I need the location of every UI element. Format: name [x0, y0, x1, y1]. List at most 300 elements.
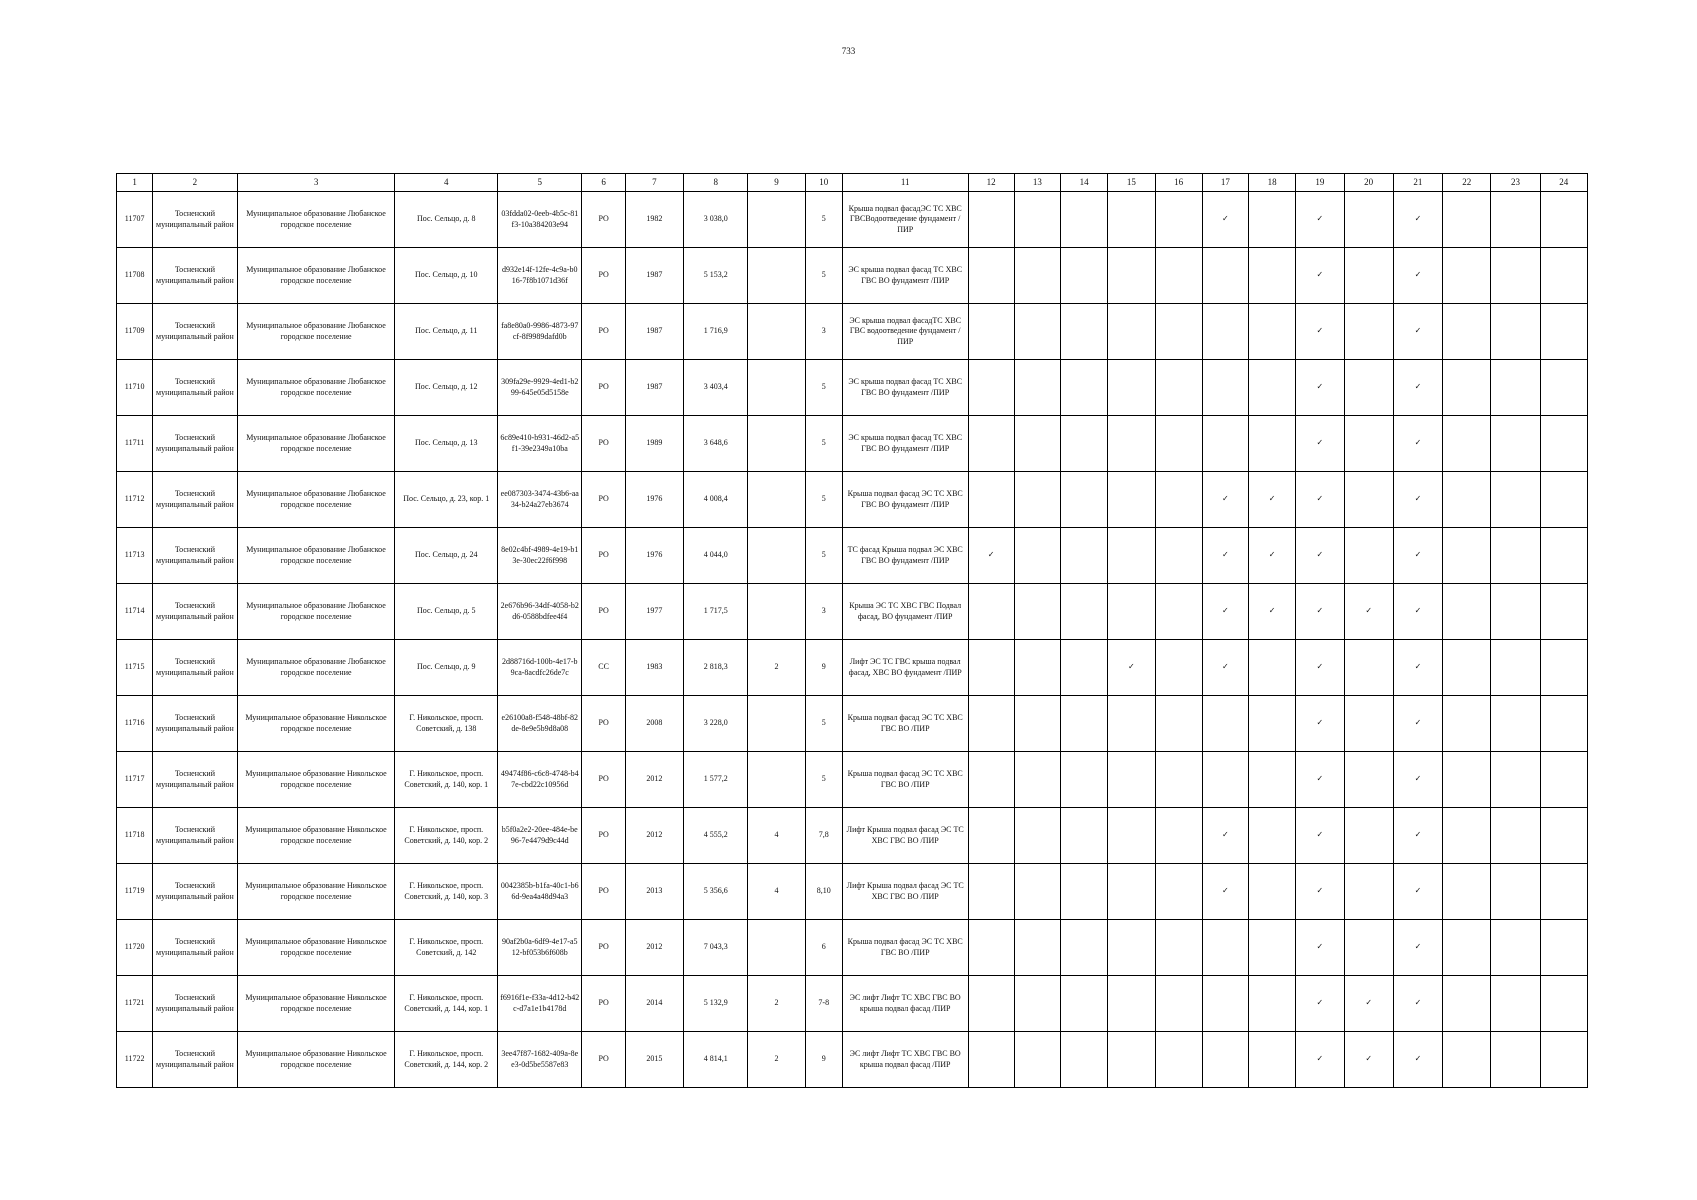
column-header-7: 7: [625, 174, 683, 192]
check-cell-23: [1491, 752, 1540, 808]
elevator-count-cell: 4: [748, 808, 805, 864]
address-cell: Г. Никольское, просп. Советский, д. 140, кор. 2: [395, 808, 498, 864]
check-cell-24: [1540, 920, 1587, 976]
column-header-8: 8: [684, 174, 748, 192]
check-cell-20: [1344, 808, 1393, 864]
district-cell: Тосненский муниципальный район: [153, 192, 237, 248]
column-header-13: 13: [1014, 174, 1060, 192]
check-cell-16: [1155, 696, 1202, 752]
check-cell-12: [968, 304, 1014, 360]
check-cell-14: [1061, 304, 1108, 360]
check-cell-22: [1443, 976, 1491, 1032]
municipality-cell: Муниципальное образование Никольское городское поселение: [237, 864, 395, 920]
row-number-cell: 11714: [117, 584, 153, 640]
municipality-cell: Муниципальное образование Никольское городское поселение: [237, 808, 395, 864]
row-number-cell: 11722: [117, 1032, 153, 1088]
check-cell-18: ✓: [1249, 472, 1296, 528]
check-cell-18: [1249, 640, 1296, 696]
management-type-cell: РО: [582, 416, 625, 472]
check-cell-15: [1108, 304, 1155, 360]
total-area-cell: 4 814,1: [684, 1032, 748, 1088]
check-cell-22: [1443, 304, 1491, 360]
floors-cell: 3: [805, 304, 842, 360]
check-cell-22: [1443, 528, 1491, 584]
check-cell-21: ✓: [1393, 248, 1442, 304]
check-cell-20: [1344, 920, 1393, 976]
check-cell-21: ✓: [1393, 1032, 1442, 1088]
check-cell-22: [1443, 808, 1491, 864]
total-area-cell: 3 038,0: [684, 192, 748, 248]
check-cell-23: [1491, 248, 1540, 304]
check-cell-14: [1061, 248, 1108, 304]
check-cell-12: [968, 248, 1014, 304]
check-cell-13: [1014, 584, 1060, 640]
check-cell-20: [1344, 304, 1393, 360]
column-header-19: 19: [1296, 174, 1344, 192]
check-cell-21: ✓: [1393, 192, 1442, 248]
district-cell: Тосненский муниципальный район: [153, 808, 237, 864]
check-cell-12: [968, 192, 1014, 248]
row-number-cell: 11720: [117, 920, 153, 976]
check-cell-15: [1108, 584, 1155, 640]
check-cell-24: [1540, 696, 1587, 752]
check-cell-12: [968, 920, 1014, 976]
total-area-cell: 3 648,6: [684, 416, 748, 472]
column-header-15: 15: [1108, 174, 1155, 192]
table-row: [117, 920, 1588, 976]
check-cell-13: [1014, 360, 1060, 416]
build-year-cell: 2012: [625, 808, 683, 864]
house-guid-cell: e26100a8-f548-48bf-82de-8e9e5b9d8a08: [498, 696, 582, 752]
check-cell-21: ✓: [1393, 696, 1442, 752]
check-cell-22: [1443, 920, 1491, 976]
check-cell-15: [1108, 752, 1155, 808]
table-row: [117, 640, 1588, 696]
check-cell-23: [1491, 864, 1540, 920]
house-guid-cell: 49474f86-c6c8-4748-b47e-cbd22c10956d: [498, 752, 582, 808]
floors-cell: 7-8: [805, 976, 842, 1032]
check-cell-14: [1061, 416, 1108, 472]
floors-cell: 5: [805, 360, 842, 416]
house-guid-cell: fa8e80a0-9986-4873-97cf-8f9989dafd0b: [498, 304, 582, 360]
check-cell-13: [1014, 1032, 1060, 1088]
floors-cell: 5: [805, 416, 842, 472]
column-header-14: 14: [1061, 174, 1108, 192]
check-cell-14: [1061, 360, 1108, 416]
check-cell-22: [1443, 416, 1491, 472]
check-cell-19: ✓: [1296, 864, 1344, 920]
check-cell-18: ✓: [1249, 528, 1296, 584]
check-cell-19: ✓: [1296, 752, 1344, 808]
check-cell-15: [1108, 528, 1155, 584]
check-cell-22: [1443, 1032, 1491, 1088]
address-cell: Пос. Сельцо, д. 24: [395, 528, 498, 584]
municipality-cell: Муниципальное образование Любанское городское поселение: [237, 472, 395, 528]
check-cell-23: [1491, 976, 1540, 1032]
build-year-cell: 2008: [625, 696, 683, 752]
district-cell: Тосненский муниципальный район: [153, 696, 237, 752]
check-cell-16: [1155, 752, 1202, 808]
check-cell-12: [968, 696, 1014, 752]
table-row: [117, 1032, 1588, 1088]
table-row: [117, 528, 1588, 584]
column-header-18: 18: [1249, 174, 1296, 192]
table-row: [117, 808, 1588, 864]
house-guid-cell: ee087303-3474-43b6-aa34-b24a27eb3674: [498, 472, 582, 528]
address-cell: Пос. Сельцо, д. 8: [395, 192, 498, 248]
check-cell-19: ✓: [1296, 920, 1344, 976]
municipality-cell: Муниципальное образование Любанское городское поселение: [237, 640, 395, 696]
district-cell: Тосненский муниципальный район: [153, 1032, 237, 1088]
elevator-count-cell: [748, 248, 805, 304]
check-cell-12: [968, 1032, 1014, 1088]
works-list-cell: Крыша подвал фасадЭС ТС ХВС ГВСВодоотведение фундамент /ПИР: [842, 192, 968, 248]
address-cell: Г. Никольское, просп. Советский, д. 140, кор. 3: [395, 864, 498, 920]
check-cell-24: [1540, 248, 1587, 304]
check-cell-18: [1249, 416, 1296, 472]
total-area-cell: 5 356,6: [684, 864, 748, 920]
check-cell-13: [1014, 752, 1060, 808]
check-cell-24: [1540, 304, 1587, 360]
district-cell: Тосненский муниципальный район: [153, 304, 237, 360]
floors-cell: 5: [805, 192, 842, 248]
check-cell-18: [1249, 360, 1296, 416]
build-year-cell: 1987: [625, 248, 683, 304]
check-cell-17: ✓: [1202, 192, 1248, 248]
check-cell-20: [1344, 752, 1393, 808]
district-cell: Тосненский муниципальный район: [153, 640, 237, 696]
district-cell: Тосненский муниципальный район: [153, 528, 237, 584]
column-header-22: 22: [1443, 174, 1491, 192]
elevator-count-cell: 2: [748, 976, 805, 1032]
works-list-cell: ЭС лифт Лифт ТС ХВС ГВС ВО крыша подвал фасад /ПИР: [842, 1032, 968, 1088]
table-row: [117, 416, 1588, 472]
check-cell-12: [968, 976, 1014, 1032]
build-year-cell: 1989: [625, 416, 683, 472]
check-cell-18: [1249, 696, 1296, 752]
elevator-count-cell: 2: [748, 640, 805, 696]
check-cell-16: [1155, 472, 1202, 528]
check-cell-12: [968, 808, 1014, 864]
check-cell-12: [968, 472, 1014, 528]
house-guid-cell: 90af2b0a-6df9-4e17-a512-bf053b6f608b: [498, 920, 582, 976]
total-area-cell: 4 008,4: [684, 472, 748, 528]
table-row: [117, 584, 1588, 640]
row-number-cell: 11719: [117, 864, 153, 920]
management-type-cell: РО: [582, 864, 625, 920]
check-cell-15: [1108, 416, 1155, 472]
management-type-cell: РО: [582, 752, 625, 808]
house-guid-cell: 8e02c4bf-4989-4e19-b13e-30ec22f6f998: [498, 528, 582, 584]
check-cell-20: ✓: [1344, 584, 1393, 640]
check-cell-20: [1344, 360, 1393, 416]
elevator-count-cell: [748, 192, 805, 248]
check-cell-16: [1155, 304, 1202, 360]
check-cell-14: [1061, 472, 1108, 528]
house-guid-cell: 6c89e410-b931-46d2-a5f1-39e2349a10ba: [498, 416, 582, 472]
check-cell-16: [1155, 248, 1202, 304]
check-cell-19: ✓: [1296, 1032, 1344, 1088]
elevator-count-cell: [748, 416, 805, 472]
column-header-11: 11: [842, 174, 968, 192]
floors-cell: 8,10: [805, 864, 842, 920]
check-cell-12: [968, 416, 1014, 472]
elevator-count-cell: [748, 696, 805, 752]
municipality-cell: Муниципальное образование Любанское городское поселение: [237, 416, 395, 472]
management-type-cell: РО: [582, 360, 625, 416]
check-cell-23: [1491, 304, 1540, 360]
check-cell-24: [1540, 752, 1587, 808]
address-cell: Пос. Сельцо, д. 10: [395, 248, 498, 304]
municipality-cell: Муниципальное образование Никольское городское поселение: [237, 752, 395, 808]
check-cell-18: [1249, 1032, 1296, 1088]
column-header-3: 3: [237, 174, 395, 192]
check-cell-15: [1108, 360, 1155, 416]
elevator-count-cell: 4: [748, 864, 805, 920]
floors-cell: 5: [805, 248, 842, 304]
total-area-cell: 1 577,2: [684, 752, 748, 808]
floors-cell: 9: [805, 640, 842, 696]
municipality-cell: Муниципальное образование Никольское городское поселение: [237, 1032, 395, 1088]
municipality-cell: Муниципальное образование Любанское городское поселение: [237, 528, 395, 584]
elevator-count-cell: 2: [748, 1032, 805, 1088]
build-year-cell: 2014: [625, 976, 683, 1032]
total-area-cell: 1 716,9: [684, 304, 748, 360]
column-header-10: 10: [805, 174, 842, 192]
build-year-cell: 1976: [625, 472, 683, 528]
municipality-cell: Муниципальное образование Любанское городское поселение: [237, 192, 395, 248]
district-cell: Тосненский муниципальный район: [153, 472, 237, 528]
check-cell-23: [1491, 472, 1540, 528]
management-type-cell: РО: [582, 584, 625, 640]
check-cell-22: [1443, 472, 1491, 528]
check-cell-20: [1344, 528, 1393, 584]
check-cell-15: [1108, 248, 1155, 304]
check-cell-23: [1491, 696, 1540, 752]
check-cell-14: [1061, 864, 1108, 920]
check-cell-19: ✓: [1296, 976, 1344, 1032]
build-year-cell: 2012: [625, 920, 683, 976]
district-cell: Тосненский муниципальный район: [153, 248, 237, 304]
works-list-cell: Лифт Крыша подвал фасад ЭС ТС ХВС ГВС ВО /ПИР: [842, 808, 968, 864]
row-number-cell: 11712: [117, 472, 153, 528]
check-cell-17: [1202, 920, 1248, 976]
address-cell: Пос. Сельцо, д. 12: [395, 360, 498, 416]
check-cell-13: [1014, 472, 1060, 528]
check-cell-21: ✓: [1393, 584, 1442, 640]
check-cell-19: ✓: [1296, 472, 1344, 528]
house-guid-cell: 3ee47f87-1682-409a-8ee3-0d5be5587e83: [498, 1032, 582, 1088]
house-guid-cell: 0042385b-b1fa-40c1-b66d-9ea4a48d94a3: [498, 864, 582, 920]
row-number-cell: 11710: [117, 360, 153, 416]
column-header-9: 9: [748, 174, 805, 192]
check-cell-24: [1540, 416, 1587, 472]
check-cell-15: ✓: [1108, 640, 1155, 696]
floors-cell: 9: [805, 1032, 842, 1088]
check-cell-16: [1155, 360, 1202, 416]
column-header-16: 16: [1155, 174, 1202, 192]
check-cell-21: ✓: [1393, 808, 1442, 864]
check-cell-24: [1540, 528, 1587, 584]
check-cell-20: [1344, 192, 1393, 248]
check-cell-18: [1249, 192, 1296, 248]
check-cell-19: ✓: [1296, 584, 1344, 640]
check-cell-20: [1344, 640, 1393, 696]
column-header-12: 12: [968, 174, 1014, 192]
check-cell-20: [1344, 248, 1393, 304]
check-cell-24: [1540, 472, 1587, 528]
district-cell: Тосненский муниципальный район: [153, 416, 237, 472]
check-cell-20: [1344, 472, 1393, 528]
check-cell-17: [1202, 752, 1248, 808]
row-number-cell: 11715: [117, 640, 153, 696]
table-row: [117, 696, 1588, 752]
district-cell: Тосненский муниципальный район: [153, 584, 237, 640]
total-area-cell: 3 228,0: [684, 696, 748, 752]
check-cell-20: ✓: [1344, 976, 1393, 1032]
check-cell-20: [1344, 416, 1393, 472]
table-row: [117, 360, 1588, 416]
works-list-cell: Крыша подвал фасад ЭС ТС ХВС ГВС ВО /ПИР: [842, 752, 968, 808]
check-cell-14: [1061, 752, 1108, 808]
row-number-cell: 11717: [117, 752, 153, 808]
build-year-cell: 1983: [625, 640, 683, 696]
house-guid-cell: b5f0a2e2-20ee-484e-be96-7e4479d9c44d: [498, 808, 582, 864]
row-number-cell: 11707: [117, 192, 153, 248]
municipality-cell: Муниципальное образование Никольское городское поселение: [237, 976, 395, 1032]
build-year-cell: 2013: [625, 864, 683, 920]
check-cell-12: ✓: [968, 528, 1014, 584]
table-row: [117, 248, 1588, 304]
house-guid-cell: f6916f1e-f33a-4d12-b42c-d7a1e1b4178d: [498, 976, 582, 1032]
check-cell-23: [1491, 528, 1540, 584]
check-cell-23: [1491, 640, 1540, 696]
check-cell-18: [1249, 976, 1296, 1032]
total-area-cell: 7 043,3: [684, 920, 748, 976]
management-type-cell: РО: [582, 248, 625, 304]
works-list-cell: ЭС крыша подвал фасад ТС ХВС ГВС ВО фундамент /ПИР: [842, 248, 968, 304]
check-cell-22: [1443, 752, 1491, 808]
check-cell-13: [1014, 864, 1060, 920]
management-type-cell: РО: [582, 472, 625, 528]
check-cell-13: [1014, 808, 1060, 864]
column-header-4: 4: [395, 174, 498, 192]
check-cell-19: ✓: [1296, 360, 1344, 416]
total-area-cell: 1 717,5: [684, 584, 748, 640]
house-guid-cell: d932e14f-12fe-4c9a-b016-7f8b1071d36f: [498, 248, 582, 304]
check-cell-16: [1155, 808, 1202, 864]
check-cell-16: [1155, 920, 1202, 976]
check-cell-16: [1155, 976, 1202, 1032]
floors-cell: 7,8: [805, 808, 842, 864]
check-cell-12: [968, 360, 1014, 416]
check-cell-21: ✓: [1393, 360, 1442, 416]
check-cell-22: [1443, 248, 1491, 304]
address-cell: Пос. Сельцо, д. 11: [395, 304, 498, 360]
column-header-20: 20: [1344, 174, 1393, 192]
check-cell-17: [1202, 416, 1248, 472]
build-year-cell: 1987: [625, 304, 683, 360]
total-area-cell: 3 403,4: [684, 360, 748, 416]
municipality-cell: Муниципальное образование Никольское городское поселение: [237, 696, 395, 752]
elevator-count-cell: [748, 920, 805, 976]
column-header-2: 2: [153, 174, 237, 192]
check-cell-17: ✓: [1202, 864, 1248, 920]
management-type-cell: РО: [582, 920, 625, 976]
management-type-cell: СС: [582, 640, 625, 696]
check-cell-17: [1202, 360, 1248, 416]
check-cell-22: [1443, 192, 1491, 248]
works-list-cell: ЭС лифт Лифт ТС ХВС ГВС ВО крыша подвал фасад /ПИР: [842, 976, 968, 1032]
check-cell-17: ✓: [1202, 640, 1248, 696]
check-cell-22: [1443, 864, 1491, 920]
check-cell-24: [1540, 976, 1587, 1032]
build-year-cell: 1987: [625, 360, 683, 416]
works-list-cell: Крыша подвал фасад ЭС ТС ХВС ГВС ВО /ПИР: [842, 696, 968, 752]
total-area-cell: 2 818,3: [684, 640, 748, 696]
check-cell-17: [1202, 248, 1248, 304]
check-cell-14: [1061, 528, 1108, 584]
build-year-cell: 1977: [625, 584, 683, 640]
check-cell-19: ✓: [1296, 696, 1344, 752]
check-cell-16: [1155, 1032, 1202, 1088]
check-cell-18: [1249, 808, 1296, 864]
check-cell-19: ✓: [1296, 192, 1344, 248]
check-cell-15: [1108, 696, 1155, 752]
elevator-count-cell: [748, 584, 805, 640]
check-cell-24: [1540, 640, 1587, 696]
check-cell-14: [1061, 920, 1108, 976]
check-cell-14: [1061, 640, 1108, 696]
total-area-cell: 4 555,2: [684, 808, 748, 864]
check-cell-18: [1249, 248, 1296, 304]
management-type-cell: РО: [582, 528, 625, 584]
check-cell-18: [1249, 304, 1296, 360]
table-row: [117, 976, 1588, 1032]
check-cell-17: ✓: [1202, 584, 1248, 640]
works-list-cell: ТС фасад Крыша подвал ЭС ХВС ГВС ВО фундамент /ПИР: [842, 528, 968, 584]
house-guid-cell: 2d88716d-100b-4e17-b9ca-8acdfc26de7c: [498, 640, 582, 696]
check-cell-12: [968, 752, 1014, 808]
check-cell-14: [1061, 192, 1108, 248]
house-guid-cell: 309fa29e-9929-4ed1-b299-645e05d5158e: [498, 360, 582, 416]
municipality-cell: Муниципальное образование Любанское городское поселение: [237, 584, 395, 640]
check-cell-21: ✓: [1393, 640, 1442, 696]
works-list-cell: Крыша ЭС ТС ХВС ГВС Подвал фасад, ВО фундамент /ПИР: [842, 584, 968, 640]
build-year-cell: 2015: [625, 1032, 683, 1088]
build-year-cell: 1976: [625, 528, 683, 584]
check-cell-17: [1202, 304, 1248, 360]
check-cell-13: [1014, 640, 1060, 696]
elevator-count-cell: [748, 304, 805, 360]
column-header-1: 1: [117, 174, 153, 192]
check-cell-23: [1491, 584, 1540, 640]
address-cell: Г. Никольское, просп. Советский, д. 142: [395, 920, 498, 976]
check-cell-12: [968, 864, 1014, 920]
check-cell-21: ✓: [1393, 920, 1442, 976]
check-cell-12: [968, 640, 1014, 696]
total-area-cell: 5 132,9: [684, 976, 748, 1032]
check-cell-19: ✓: [1296, 528, 1344, 584]
check-cell-15: [1108, 1032, 1155, 1088]
check-cell-15: [1108, 192, 1155, 248]
total-area-cell: 5 153,2: [684, 248, 748, 304]
municipality-cell: Муниципальное образование Любанское городское поселение: [237, 360, 395, 416]
check-cell-13: [1014, 304, 1060, 360]
check-cell-13: [1014, 192, 1060, 248]
management-type-cell: РО: [582, 1032, 625, 1088]
total-area-cell: 4 044,0: [684, 528, 748, 584]
